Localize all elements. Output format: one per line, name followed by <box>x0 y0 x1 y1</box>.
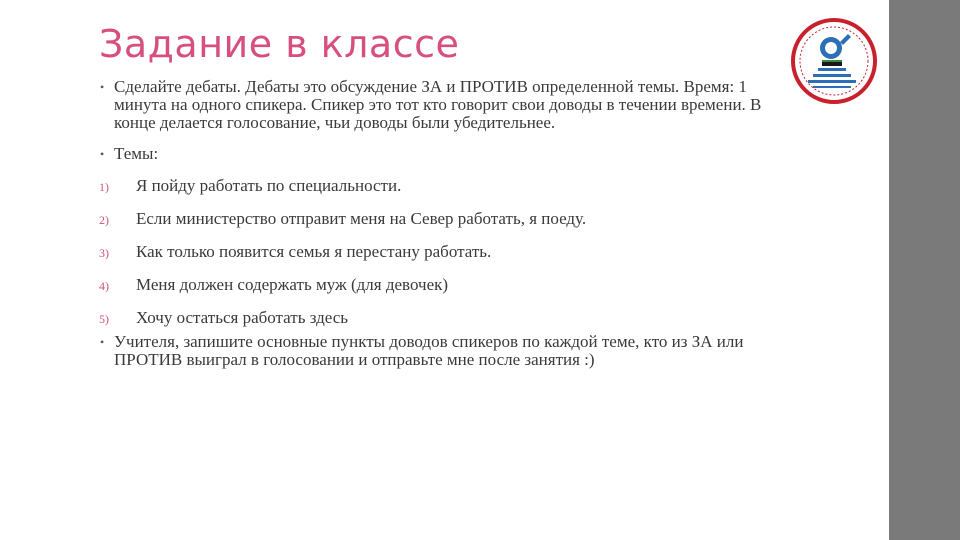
topic-number: 4) <box>99 279 109 293</box>
task-description <box>99 78 779 132</box>
topic-number: 5) <box>99 312 109 326</box>
slide-body <box>99 78 779 369</box>
teacher-instruction-text: Учителя, запишите основные пункты доводов спикеров по каждой теме, кто из ЗА или ПРОТИВ выиграл в голосовании и отправьте мне после занятия :) <box>114 332 744 369</box>
topic-text: Я пойду работать по специальности. <box>136 176 402 195</box>
topic-number: 3) <box>99 246 109 260</box>
topic-text: Хочу остаться работать здесь <box>136 308 349 327</box>
slide-title: Задание в классе <box>99 22 460 66</box>
topic-item <box>99 210 779 228</box>
topic-text: Как только появится семья я перестану работать. <box>136 242 492 261</box>
topic-item <box>99 309 779 327</box>
teacher-instruction <box>99 333 779 369</box>
topics-heading-text: Темы: <box>114 144 159 163</box>
topics-heading <box>99 145 779 163</box>
task-description-text: Сделайте дебаты. Дебаты это обсуждение ЗА и ПРОТИВ определенной темы. Время: 1 минута на одного спикера. Спикер это тот кто говорит свои доводы в течении времени. В конце делается голосование, чьи доводы были убедительнее. <box>114 77 762 132</box>
topic-number: 2) <box>99 213 109 227</box>
topic-item <box>99 243 779 261</box>
topic-number: 1) <box>99 180 109 194</box>
topic-text: Меня должен содержать муж (для девочек) <box>136 275 449 294</box>
bullet-marker: • <box>100 335 105 349</box>
school-emblem-icon <box>791 18 877 104</box>
topic-text: Если министерство отправит меня на Север работать, я поеду. <box>136 209 587 228</box>
right-sidebar-bar <box>889 0 960 540</box>
bullet-marker: • <box>100 147 105 161</box>
topic-item <box>99 276 779 294</box>
topic-item <box>99 177 779 195</box>
bullet-marker: • <box>100 80 105 94</box>
